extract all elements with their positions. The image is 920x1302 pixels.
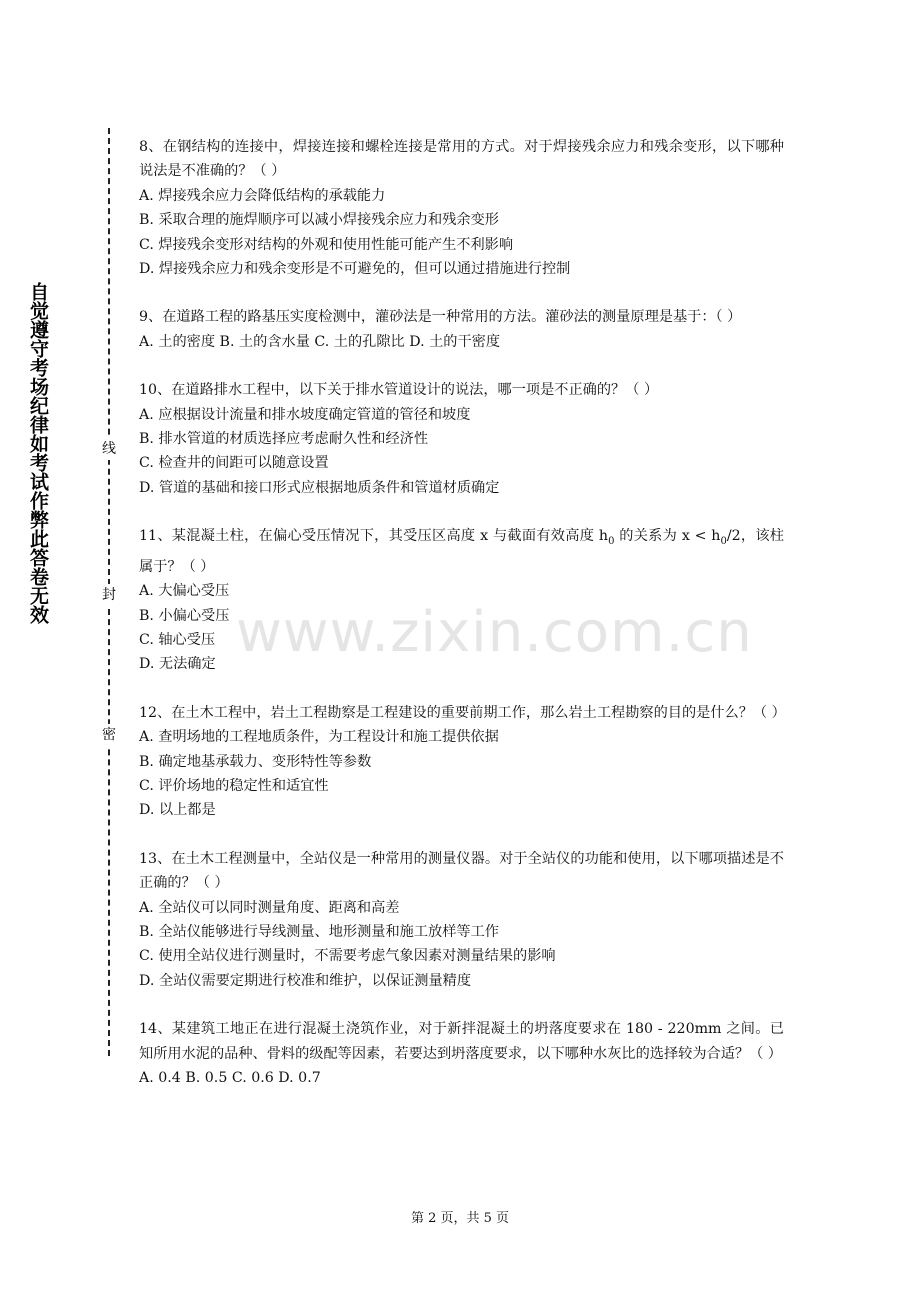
- question-stem: [139, 524, 784, 579]
- option-c: C. 评价场地的稳定性和适宜性: [139, 777, 329, 794]
- question-stem: 14、某建筑工地正在进行混凝土浇筑作业，对于新拌混凝土的坍落度要求在 180 - 220mm 之间。已知所用水泥的品种、骨料的级配等因素，若要达到坍落度要求，以下哪种水灰比的选择较为合适？（ ）: [139, 1021, 784, 1062]
- stem-text: 11、某混凝土柱，在偏心受压情况下，其受压区高度 x 与截面有效高度 h: [139, 528, 609, 545]
- question-stem: 13、在土木工程测量中，全站仪是一种常用的测量仪器。对于全站仪的功能和使用，以下哪项描述是不正确的？（ ）: [139, 850, 784, 892]
- question-8: [139, 135, 784, 281]
- question-14: [139, 1017, 784, 1090]
- question-11: [139, 524, 784, 676]
- question-10: [139, 378, 784, 500]
- question-stem: 12、在土木工程中，岩土工程勘察是工程建设的重要前期工作，那么岩土工程勘察的目的是什么？（ ）: [139, 704, 786, 721]
- option-c: C. 轴心受压: [139, 631, 216, 648]
- option-b: B. 采取合理的施焊顺序可以减小焊接残余应力和残余变形: [139, 212, 499, 229]
- page-number: 第 2 页，共 5 页: [410, 1211, 510, 1226]
- option-c: C. 焊接残余变形对结构的外观和使用性能可能产生不利影响: [139, 236, 514, 253]
- question-list: [139, 135, 784, 1114]
- options-inline: A. 0.4 B. 0.5 C. 0.6 D. 0.7: [139, 1070, 321, 1086]
- question-stem: 10、在道路排水工程中，以下关于排水管道设计的说法，哪一项是不正确的？（ ）: [139, 382, 659, 399]
- binding-mark-secret: 密: [98, 724, 120, 746]
- option-c: C. 使用全站仪进行测量时，不需要考虑气象因素对测量结果的影响: [139, 948, 556, 965]
- option-a: A. 焊接残余应力会降低结构的承载能力: [139, 187, 386, 204]
- option-a: A. 全站仪可以同时测量角度、距离和高差: [139, 899, 400, 916]
- question-12: [139, 701, 784, 823]
- option-c: C. 检查井的间距可以随意设置: [139, 455, 329, 472]
- option-b: B. 小偏心受压: [139, 607, 230, 624]
- binding-mark-seal: 封: [98, 584, 120, 606]
- option-a: A. 应根据设计流量和排水坡度确定管道的管径和坡度: [139, 406, 471, 423]
- option-d: D. 焊接残余应力和残余变形是不可避免的，但可以通过措施进行控制: [139, 261, 571, 278]
- site-watermark: www.zixin.com.cn: [236, 600, 753, 665]
- option-b: B. 确定地基承载力、变形特性等参数: [139, 753, 372, 770]
- option-d: D. 全站仪需要定期进行校准和维护，以保证测量精度: [139, 972, 472, 989]
- option-a: A. 查明场地的工程地质条件，为工程设计和施工提供依据: [139, 729, 499, 746]
- question-9: [139, 305, 784, 354]
- stem-text: /2，该柱属于？（ ）: [139, 528, 784, 575]
- question-stem: 8、在钢结构的连接中，焊接连接和螺栓连接是常用的方式。对于焊接残余应力和残余变形，以下哪种说法是不准确的？（ ）: [139, 139, 784, 180]
- exam-discipline-notice: 自觉遵守考场纪律如考试作弊此答卷无效: [27, 282, 49, 624]
- option-a: A. 大偏心受压: [139, 583, 230, 600]
- binding-mark-line: 线: [98, 438, 120, 460]
- option-d: D. 管道的基础和接口形式应根据地质条件和管道材质确定: [139, 479, 500, 496]
- subscript: 0: [608, 536, 615, 548]
- option-d: D. 以上都是: [139, 802, 216, 819]
- option-d: D. 无法确定: [139, 656, 216, 673]
- subscript: 0: [720, 536, 727, 548]
- option-b: B. 全站仪能够进行导线测量、地形测量和施工放样等工作: [139, 923, 499, 940]
- options-inline: A. 土的密度 B. 土的含水量 C. 土的孔隙比 D. 土的干密度: [139, 333, 501, 350]
- question-13: [139, 847, 784, 993]
- stem-text: 的关系为 x < h: [614, 528, 721, 545]
- question-stem: 9、在道路工程的路基压实度检测中，灌砂法是一种常用的方法。灌砂法的测量原理是基于：（ ）: [139, 309, 742, 326]
- option-b: B. 排水管道的材质选择应考虑耐久性和经济性: [139, 431, 429, 448]
